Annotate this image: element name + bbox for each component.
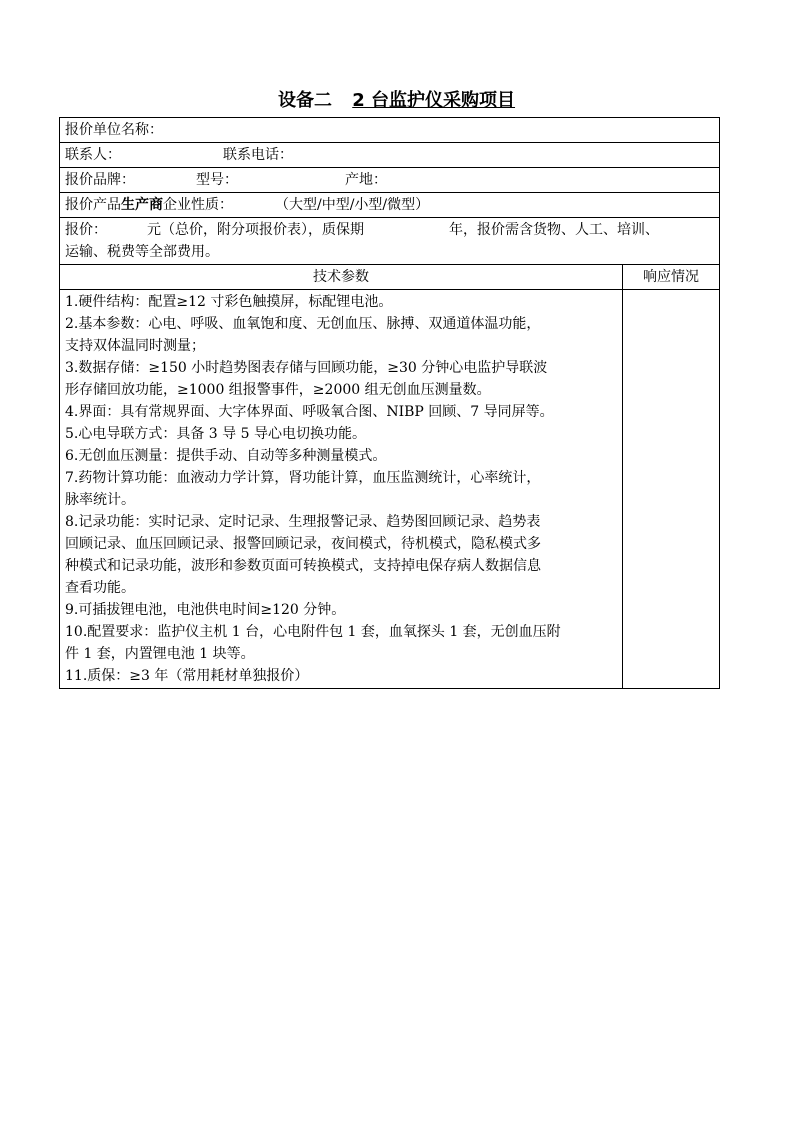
nature-options: （大型/中型/小型/微型）: [275, 197, 430, 213]
param-line: 查看功能。: [65, 580, 135, 596]
row-table-header: [60, 265, 720, 290]
param-line: 6.无创血压测量：提供手动、自动等多种测量模式。: [65, 448, 387, 464]
contact-label: 联系人：: [65, 147, 121, 163]
price-desc-3: 运输、税费等全部费用。: [65, 244, 219, 260]
price-label: 报价：: [65, 222, 107, 238]
phone-label: 联系电话：: [223, 147, 293, 163]
row-unit-name: [60, 118, 720, 143]
brand-field[interactable]: [60, 168, 720, 193]
param-line: 8.记录功能：实时记录、定时记录、生理报警记录、趋势图回顾记录、趋势表: [65, 514, 541, 530]
contact-field[interactable]: [60, 143, 720, 168]
title-device: 设备二: [277, 90, 332, 111]
param-line: 形存储回放功能，≥1000 组报警事件，≥2000 组无创血压测量数。: [65, 382, 491, 398]
quote-form-table: [59, 117, 720, 689]
param-line: 9.可插拔锂电池，电池供电时间≥120 分钟。: [65, 602, 346, 618]
row-nature: [60, 193, 720, 218]
params-cell: [60, 290, 623, 689]
row-price: [60, 218, 720, 265]
row-brand: [60, 168, 720, 193]
nature-manufacturer: 生产商: [121, 197, 163, 213]
brand-label: 报价品牌：: [65, 172, 135, 188]
origin-label: 产地：: [345, 172, 387, 188]
response-cell[interactable]: [623, 290, 720, 689]
nature-field[interactable]: [60, 193, 720, 218]
param-line: 4.界面：具有常规界面、大字体界面、呼吸氧合图、NIBP 回顾、7 导同屏等。: [65, 404, 554, 420]
param-line: 种模式和记录功能，波形和参数页面可转换模式，支持掉电保存病人数据信息: [65, 558, 541, 574]
param-line: 回顾记录、血压回顾记录、报警回顾记录，夜间模式，待机模式，隐私模式多: [65, 536, 541, 552]
param-line: 脉率统计。: [65, 492, 135, 508]
param-line: 10.配置要求：监护仪主机 1 台，心电附件包 1 套，血氧探头 1 套，无创血压附: [65, 624, 561, 640]
nature-label: 企业性质：: [163, 197, 233, 213]
unit-name-field[interactable]: [60, 118, 720, 143]
header-params: 技术参数: [60, 265, 623, 290]
param-line: 3.数据存储：≥150 小时趋势图表存储与回顾功能，≥30 分钟心电监护导联波: [65, 360, 548, 376]
title-project: 2 台监护仪采购项目: [352, 90, 516, 111]
row-params: [60, 290, 720, 689]
param-line: 支持双体温同时测量；: [65, 338, 205, 354]
param-line: 1.硬件结构：配置≥12 寸彩色触摸屏，标配锂电池。: [65, 294, 393, 310]
price-desc: 元（总价，附分项报价表），质保期: [147, 222, 364, 238]
nature-prefix: 报价产品: [65, 197, 121, 213]
header-response: 响应情况: [623, 265, 720, 290]
param-line: 11.质保：≥3 年（常用耗材单独报价）: [65, 668, 309, 684]
row-contact: [60, 143, 720, 168]
param-line: 2.基本参数：心电、呼吸、血氧饱和度、无创血压、脉搏、双通道体温功能，: [65, 316, 541, 332]
unit-name-label: 报价单位名称：: [65, 122, 163, 138]
model-label: 型号：: [196, 172, 238, 188]
price-desc-2: 年，报价需含货物、人工、培训、: [449, 222, 659, 238]
param-line: 7.药物计算功能：血液动力学计算，肾功能计算，血压监测统计，心率统计，: [65, 470, 541, 486]
price-field[interactable]: [60, 218, 720, 265]
param-line: 件 1 套，内置锂电池 1 块等。: [65, 646, 255, 662]
page-title: [0, 86, 793, 112]
param-line: 5.心电导联方式：具备 3 导 5 导心电切换功能。: [65, 426, 366, 442]
